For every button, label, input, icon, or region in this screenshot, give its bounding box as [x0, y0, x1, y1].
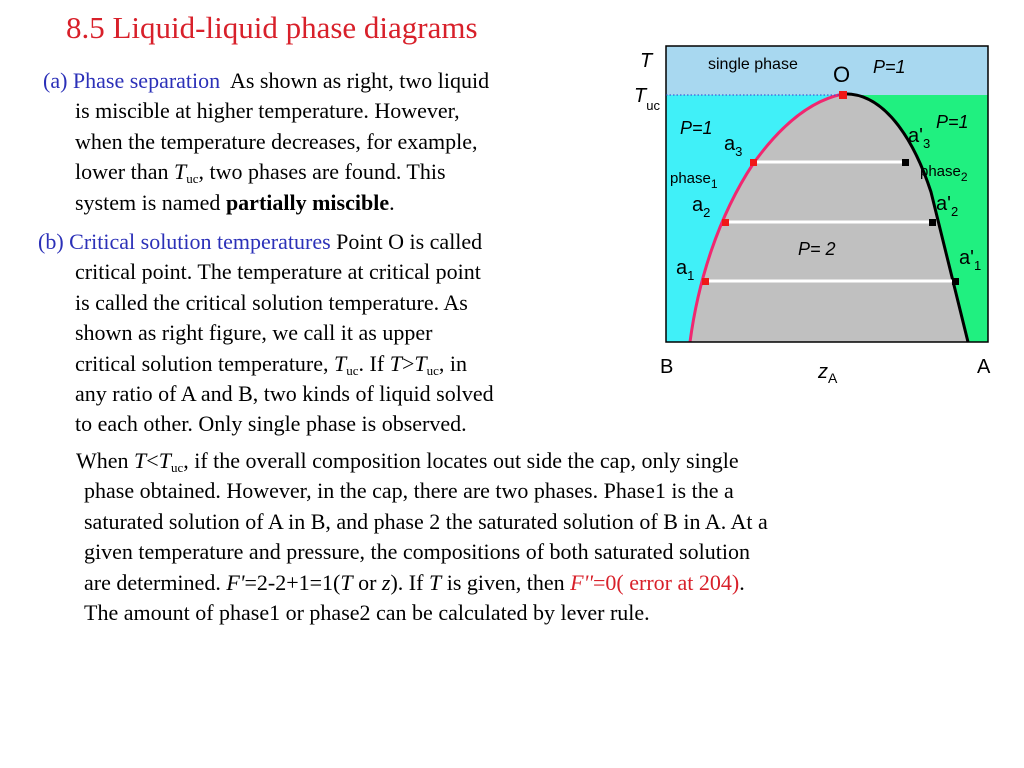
para-c-text: is given, then	[441, 569, 571, 595]
para-a-line-1	[43, 66, 489, 96]
greater-than-sign: >	[401, 350, 415, 376]
para-b-text: Point O is called	[336, 229, 483, 254]
para-b-line-3	[75, 288, 494, 318]
t-symbol: T	[414, 350, 427, 376]
para-b-text: shown as right figure, we call it as upper	[75, 320, 433, 346]
para-b-text: , in	[438, 350, 468, 376]
composition-axis-label: $z_A$	[818, 361, 838, 386]
t-symbol: T	[428, 569, 442, 595]
single-phase-label: single phase	[708, 56, 798, 73]
para-a-line-3	[75, 127, 489, 157]
phase-separation-heading: (a) Phase separation	[43, 68, 221, 93]
point-a2-prime-marker	[929, 219, 936, 226]
para-c-text: The amount of phase1 or phase2 can be calculated by lever rule.	[84, 600, 650, 626]
tuc-axis-label: $T_{uc}$	[634, 85, 660, 113]
para-b-text: critical solution temperature,	[75, 350, 335, 376]
paragraph-phase-separation	[40, 66, 489, 218]
t-symbol: T	[158, 448, 171, 473]
para-a-text: system is named	[75, 189, 226, 215]
paragraph-two-phase-cap	[76, 446, 768, 628]
para-c-text: are determined.	[84, 569, 227, 595]
para-c-text: When	[76, 448, 135, 473]
para-b-line-2	[75, 257, 494, 287]
para-c-text: phase obtained. However, in the cap, there are two phases. Phase1 is the a	[84, 478, 734, 504]
para-c-text: or	[352, 569, 382, 595]
temperature-axis-label: T	[640, 50, 653, 72]
point-a3-prime-marker	[902, 159, 909, 166]
t-symbol: T	[334, 350, 347, 376]
para-b-text: any ratio of A and B, two kinds of liquid solved	[75, 381, 494, 407]
point-a1-marker	[702, 278, 709, 285]
para-c-line-1	[76, 446, 768, 476]
critical-point-label: O	[833, 62, 851, 87]
phase1-label: phase$_1$	[670, 170, 718, 191]
single-phase-p-label: P=1	[873, 57, 906, 77]
para-c-text: , if the overall composition locates out side the cap, only single	[183, 448, 739, 473]
para-a-text: is miscible at higher temperature. However,	[75, 98, 460, 124]
para-b-line-4	[75, 318, 494, 348]
phase-diagram-figure	[628, 42, 998, 392]
point-a3-marker	[750, 159, 757, 166]
less-than-sign: <	[146, 448, 159, 473]
phase-diagram-svg	[628, 42, 998, 392]
t-symbol: T	[389, 350, 402, 376]
para-c-text: .	[739, 569, 745, 595]
para-a-line-5	[75, 188, 489, 218]
para-a-line-4	[75, 157, 489, 187]
para-b-text: to each other. Only single phase is observed.	[75, 411, 467, 437]
para-a-text: lower than	[75, 159, 174, 185]
para-b-text: . If	[358, 350, 390, 376]
uc-subscript: uc	[426, 362, 439, 378]
f-double-prime-symbol: F''	[570, 569, 594, 595]
phase2-label: phase$_2$	[920, 163, 968, 184]
para-b-text: is called the critical solution temperature. As	[75, 289, 468, 315]
error-note: =0( error at 204)	[593, 569, 740, 595]
uc-subscript: uc	[186, 171, 199, 187]
para-c-text: =2-2+1=1(	[244, 569, 341, 595]
a3-label: $a_3$	[724, 133, 743, 159]
para-a-text: when the temperature decreases, for example,	[75, 128, 478, 154]
para-c-text: given temperature and pressure, the compositions of both saturated solution	[84, 539, 750, 565]
paragraph-critical-temperature	[38, 227, 494, 440]
critical-point-marker	[839, 91, 847, 99]
para-c-line-4	[84, 537, 768, 567]
partially-miscible-term: partially miscible	[225, 189, 390, 215]
slide-title: 8.5 Liquid-liquid phase diagrams	[66, 10, 478, 45]
critical-solution-heading: (b) Critical solution temperatures	[38, 229, 331, 254]
t-symbol: T	[173, 159, 187, 185]
two-phase-p-label: P= 2	[798, 239, 836, 259]
para-a-text: As shown as right, two liquid	[229, 68, 490, 93]
para-b-line-6	[75, 379, 494, 409]
a2-label: $a_2$	[692, 194, 711, 220]
para-c-text: saturated solution of A in B, and phase 2 the saturated solution of B in A. At a	[84, 508, 768, 534]
a1-label: $a_1$	[676, 257, 695, 283]
phase2-p-label: P=1	[936, 112, 969, 132]
f-prime-symbol: F'	[226, 569, 245, 595]
a3-prime-label: $a'_3$	[908, 125, 931, 151]
z-symbol: z	[381, 569, 391, 595]
component-a-label: A	[977, 356, 991, 378]
para-c-text: ). If	[390, 569, 429, 595]
para-b-line-5	[75, 349, 494, 379]
para-c-line-5	[84, 568, 768, 598]
para-c-line-6	[84, 598, 768, 628]
phase1-p-label: P=1	[680, 118, 713, 138]
uc-subscript: uc	[346, 362, 359, 378]
uc-subscript: uc	[170, 460, 184, 475]
point-a2-marker	[722, 219, 729, 226]
para-c-line-3	[84, 507, 768, 537]
para-b-text: critical point. The temperature at critical point	[75, 259, 481, 285]
a1-prime-label: $a'_1$	[959, 247, 982, 273]
point-a1-prime-marker	[952, 278, 959, 285]
a2-prime-label: $a'_2$	[936, 193, 959, 219]
t-symbol: T	[134, 448, 147, 473]
para-a-text: .	[389, 189, 395, 215]
t-symbol: T	[340, 569, 353, 595]
para-b-line-7	[75, 409, 494, 439]
para-a-line-2	[75, 96, 489, 126]
para-b-line-1	[38, 227, 494, 257]
para-c-line-2	[84, 476, 768, 506]
para-a-text: , two phases are found. This	[198, 159, 446, 185]
component-b-label: B	[660, 356, 674, 378]
